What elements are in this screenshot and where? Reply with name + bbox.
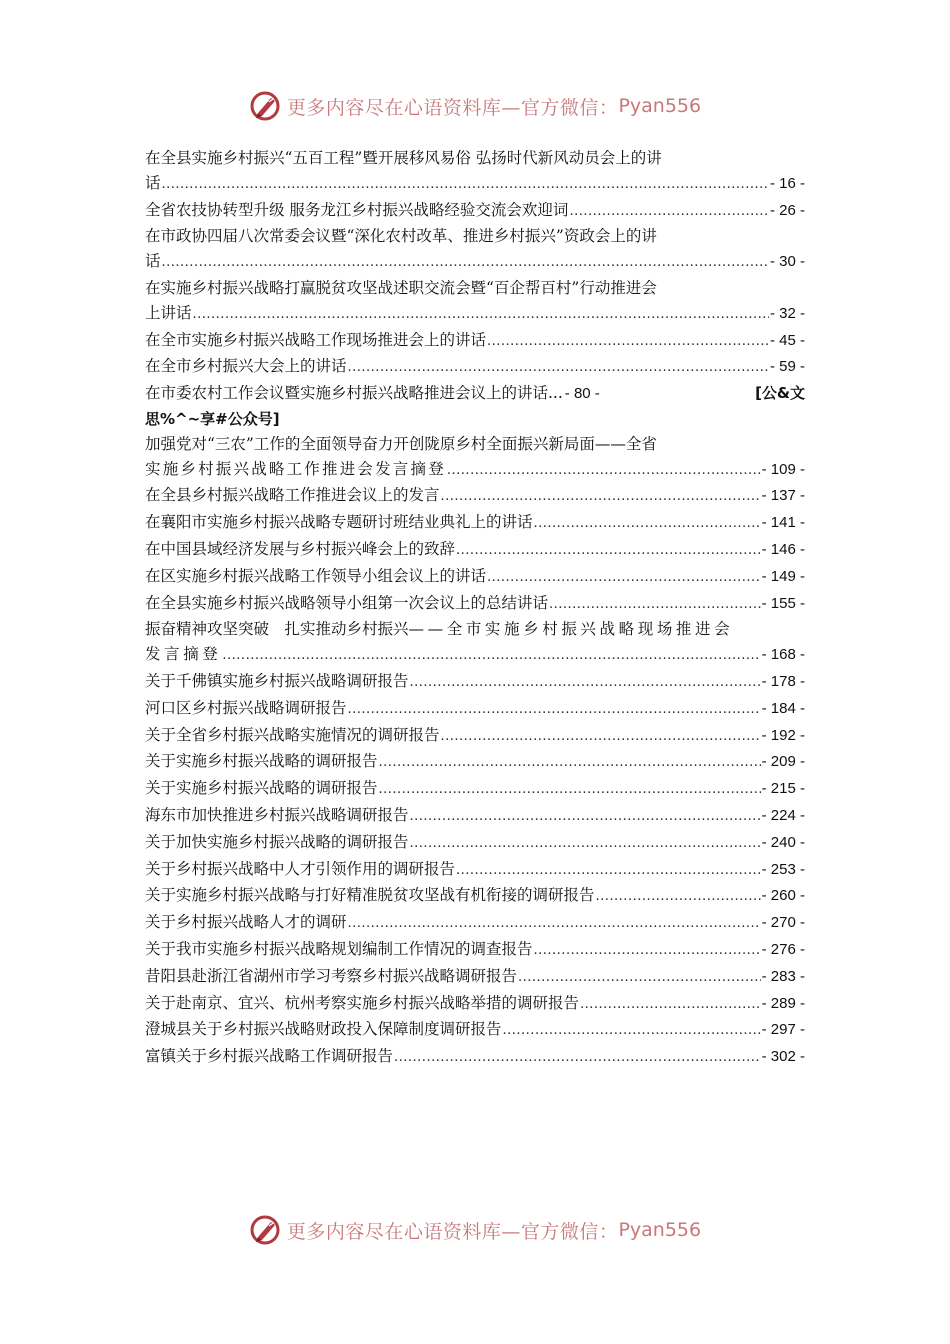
dot-leader xyxy=(518,966,761,991)
toc-entry[interactable] xyxy=(145,696,805,723)
dot-leader xyxy=(487,330,769,355)
pen-logo-icon xyxy=(249,1213,283,1247)
toc-entry[interactable] xyxy=(145,381,805,432)
dot-leader xyxy=(162,173,769,198)
toc-entry-title-cont: 话 xyxy=(145,252,161,271)
toc-entry[interactable] xyxy=(145,483,805,510)
toc-entry-title: 在区实施乡村振兴战略工作领导小组会议上的讲话 xyxy=(145,566,487,585)
toc-entry[interactable] xyxy=(145,937,805,964)
toc-page-number: - 297 - xyxy=(761,1021,805,1039)
toc-entry-title: 在全县实施乡村振兴“五百工程”暨开展移风易俗 弘扬时代新风动员会上的讲 xyxy=(145,149,662,167)
dot-leader xyxy=(580,993,761,1018)
toc-page-number: - 184 - xyxy=(761,699,805,717)
toc-entry[interactable] xyxy=(145,224,805,276)
toc-entry-title: 昔阳县赴浙江省湖州市学习考察乡村振兴战略调研报告 xyxy=(145,966,518,985)
dot-leader xyxy=(348,912,761,937)
dot-leader xyxy=(549,593,761,618)
toc-page-number: - 45 - xyxy=(769,331,805,349)
dot-leader xyxy=(162,251,769,276)
toc-entry[interactable] xyxy=(145,146,805,198)
dot-leader xyxy=(394,1046,761,1071)
toc-entry-title: 富镇关于乡村振兴战略工作调研报告 xyxy=(145,1047,394,1066)
toc-entry[interactable] xyxy=(145,276,805,328)
toc-entry-title: 关于实施乡村振兴战略的调研报告 xyxy=(145,752,378,771)
header-watermark-banner xyxy=(0,86,950,126)
toc-page-number: - 16 - xyxy=(769,174,805,192)
toc-entry-title: 全省农技协转型升级 服务龙江乡村振兴战略经验交流会欢迎词 xyxy=(145,200,569,219)
footer-watermark-banner xyxy=(0,1210,950,1250)
toc-entry-title: 在全县实施乡村振兴战略领导小组第一次会议上的总结讲话 xyxy=(145,593,549,612)
toc-entry-title: 在实施乡村振兴战略打赢脱贫攻坚战述职交流会暨“百企帮百村”行动推进会 xyxy=(145,278,657,297)
dot-leader xyxy=(193,303,769,328)
toc-entry[interactable] xyxy=(145,857,805,884)
toc-page-number: - 59 - xyxy=(769,358,805,376)
toc-entry-title: 在全市乡村振兴大会上的讲话 xyxy=(145,357,347,376)
pen-logo-icon xyxy=(249,89,283,123)
toc-entry-title: 关于实施乡村振兴战略的调研报告 xyxy=(145,779,378,798)
toc-entry-title: 关于实施乡村振兴战略与打好精准脱贫攻坚战有机衔接的调研报告 xyxy=(145,886,595,905)
toc-entry[interactable] xyxy=(145,803,805,830)
toc-entry[interactable] xyxy=(145,1017,805,1044)
table-of-contents xyxy=(145,146,805,1071)
toc-entry-title: 在市政协四届八次常委会议暨“深化农村改革、推进乡村振兴”资政会上的讲 xyxy=(145,227,657,246)
toc-entry[interactable] xyxy=(145,776,805,803)
toc-page-number: - 141 - xyxy=(761,514,805,532)
toc-entry[interactable] xyxy=(145,749,805,776)
toc-page-number: - 192 - xyxy=(761,726,805,744)
toc-entry[interactable] xyxy=(145,964,805,991)
toc-entry-title: 海东市加快推进乡村振兴战略调研报告 xyxy=(145,805,409,824)
dot-leader xyxy=(569,200,769,225)
toc-entry-title: 在中国县域经济发展与乡村振兴峰会上的致辞 xyxy=(145,539,456,558)
banner-text: 更多内容尽在心语资料库— xyxy=(286,1220,521,1243)
dot-leader xyxy=(503,1019,761,1044)
toc-page-number: - 32 - xyxy=(769,304,805,322)
toc-entry-title-cont: 话 xyxy=(145,173,161,192)
toc-entry-title-cont: 发言摘登 xyxy=(145,645,222,664)
toc-page-number: - 178 - xyxy=(761,672,805,690)
toc-entry-title: 关于全省乡村振兴战略实施情况的调研报告 xyxy=(145,725,440,744)
dot-leader xyxy=(487,566,761,591)
toc-page-number: - 215 - xyxy=(761,780,805,798)
dot-leader xyxy=(534,939,761,964)
dot-leader xyxy=(348,698,761,723)
dot-leader xyxy=(410,832,761,857)
toc-entry[interactable] xyxy=(145,591,805,618)
toc-entry[interactable] xyxy=(145,910,805,937)
watermark-tag-start: [公&文 xyxy=(755,384,805,403)
toc-entry[interactable] xyxy=(145,510,805,537)
dot-leader xyxy=(348,356,769,381)
toc-entry-title: 振奋精神攻坚突破 扎实推动乡村振兴 xyxy=(145,620,409,639)
banner-wechat-id: Pyan556 xyxy=(618,1219,702,1241)
toc-entry-title: 关于千佛镇实施乡村振兴战略调研报告 xyxy=(145,671,409,690)
dot-leader xyxy=(534,512,761,537)
toc-page-number: - 80 - xyxy=(564,385,600,403)
toc-entry[interactable] xyxy=(145,669,805,696)
toc-entry[interactable] xyxy=(145,617,805,669)
banner-wechat-id: Pyan556 xyxy=(618,95,702,117)
toc-entry-title: 关于加快实施乡村振兴战略的调研报告 xyxy=(145,832,409,851)
dot-leader xyxy=(410,805,761,830)
toc-entry[interactable] xyxy=(145,991,805,1018)
toc-entry-title: 在市委农村工作会议暨实施乡村振兴战略推进会议上的讲话... xyxy=(145,384,563,403)
toc-page-number: - 240 - xyxy=(761,833,805,851)
toc-page-number: - 137 - xyxy=(761,487,805,505)
dot-leader xyxy=(456,859,761,884)
toc-entry-title: 在全县乡村振兴战略工作推进会议上的发言 xyxy=(145,486,440,505)
toc-entry[interactable] xyxy=(145,328,805,355)
dot-leader xyxy=(596,885,761,910)
banner-wechat-label: 官方微信： xyxy=(520,1220,619,1243)
watermark-tag-end: 思%^~享#公众号] xyxy=(145,409,280,428)
dot-leader xyxy=(441,725,761,750)
toc-entry-title: 关于赴南京、宜兴、杭州考察实施乡村振兴战略举措的调研报告 xyxy=(145,993,580,1012)
toc-entry-title-cont: 实施乡村振兴战略工作推进会发言摘登 xyxy=(145,459,446,478)
toc-entry-title: 澄城县关于乡村振兴战略财政投入保障制度调研报告 xyxy=(145,1020,502,1039)
toc-entry[interactable] xyxy=(145,1044,805,1071)
toc-entry[interactable] xyxy=(145,830,805,857)
banner-wechat-label: 官方微信： xyxy=(520,96,619,119)
toc-page-number: - 270 - xyxy=(761,914,805,932)
toc-entry-title: 关于乡村振兴战略人才的调研 xyxy=(145,913,347,932)
dot-leader xyxy=(447,459,761,484)
toc-page-number: - 146 - xyxy=(761,540,805,558)
dot-leader xyxy=(379,778,761,803)
toc-page-number: - 253 - xyxy=(761,860,805,878)
toc-entry[interactable] xyxy=(145,537,805,564)
toc-page-number: - 109 - xyxy=(761,460,805,478)
toc-entry-title: 关于我市实施乡村振兴战略规划编制工作情况的调查报告 xyxy=(145,939,533,958)
toc-entry-title: 在全市实施乡村振兴战略工作现场推进会上的讲话 xyxy=(145,330,487,349)
toc-entry-subtitle: ——全市实施乡村振兴战略现场推进会 xyxy=(408,620,734,639)
toc-page-number: - 209 - xyxy=(761,753,805,771)
banner-text: 更多内容尽在心语资料库— xyxy=(286,96,521,119)
toc-entry-title: 加强党对“三农”工作的全面领导奋力开创陇原乡村全面振兴新局面——全省 xyxy=(145,434,657,453)
toc-entry-title: 在襄阳市实施乡村振兴战略专题研讨班结业典礼上的讲话 xyxy=(145,513,533,532)
toc-entry[interactable] xyxy=(145,198,805,225)
toc-entry[interactable] xyxy=(145,564,805,591)
toc-page-number: - 276 - xyxy=(761,940,805,958)
toc-page-number: - 289 - xyxy=(761,994,805,1012)
toc-entry[interactable] xyxy=(145,432,805,484)
toc-entry-title-cont: 上讲话 xyxy=(145,303,192,322)
dot-leader xyxy=(441,485,761,510)
dot-leader xyxy=(456,539,761,564)
dot-leader xyxy=(379,751,761,776)
toc-page-number: - 155 - xyxy=(761,594,805,612)
dot-leader xyxy=(222,644,760,669)
dot-leader xyxy=(410,671,761,696)
toc-page-number: - 283 - xyxy=(761,967,805,985)
toc-page-number: - 260 - xyxy=(761,887,805,905)
toc-page-number: - 30 - xyxy=(769,253,805,271)
toc-entry[interactable] xyxy=(145,354,805,381)
toc-page-number: - 26 - xyxy=(769,201,805,219)
toc-entry[interactable] xyxy=(145,883,805,910)
toc-entry[interactable] xyxy=(145,723,805,750)
toc-entry-title: 关于乡村振兴战略中人才引领作用的调研报告 xyxy=(145,859,456,878)
toc-page-number: - 168 - xyxy=(761,646,805,664)
toc-page-number: - 302 - xyxy=(761,1048,805,1066)
toc-page-number: - 224 - xyxy=(761,806,805,824)
toc-entry-title: 河口区乡村振兴战略调研报告 xyxy=(145,698,347,717)
toc-page-number: - 149 - xyxy=(761,567,805,585)
